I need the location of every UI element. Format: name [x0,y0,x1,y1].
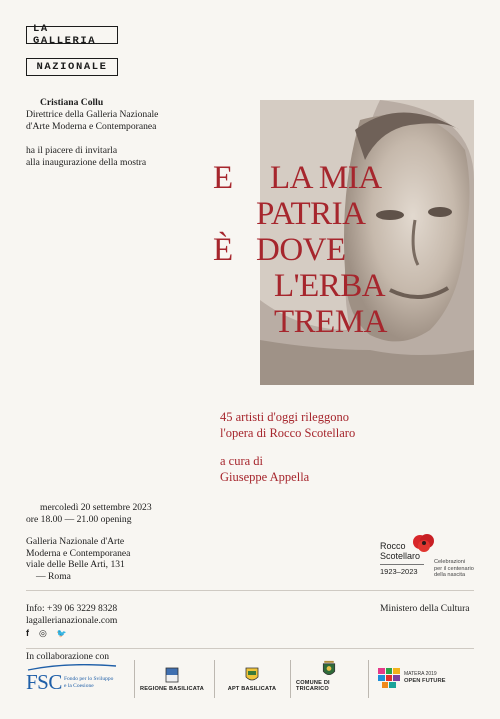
contact-info: Info: +39 06 3229 8328 lagallerianazionale.com [26,603,118,626]
regione-emblem-icon [165,667,179,683]
partner-separator [368,660,369,698]
facebook-icon[interactable]: f [26,628,29,638]
fsc-text: Fondo per lo Sviluppo e la Coesione [64,676,114,689]
ministry: Ministero della Cultura [380,603,470,614]
curator: a cura di Giuseppe Appella [220,454,310,484]
divider-top [26,590,474,591]
exhibition-subtitle: 45 artisti d'oggi rileggono l'opera di Rocco Scotellaro [220,410,356,440]
matera-text: MATERA 2019 OPEN FUTURE [404,671,446,684]
partner-fsc [26,664,118,696]
partner-separator [134,660,135,698]
partner-comune: COMUNE DI TRICARICO [296,659,362,692]
title-col1-line3: È [213,232,233,268]
host-name: Cristiana Collu [40,97,104,108]
logo-nazionale [26,58,118,76]
instagram-icon[interactable]: ◎ [39,628,47,638]
title-line1: LA MIA [270,160,382,196]
twitter-icon[interactable]: 🐦 [56,629,67,638]
partners-intro: In collaborazione con [26,651,110,662]
title-line2: PATRIA [256,196,366,232]
poppy-icon [412,533,436,553]
centenary-name1: Rocco [380,541,406,551]
partner-apt: APT BASILICATA [222,662,282,692]
title-col1-line1: E [213,160,233,196]
comune-crest-icon [321,659,337,678]
title-line4: L'ERBA [274,268,386,304]
event-venue: Galleria Nazionale d'Arte Moderna e Contemporanea viale delle Belle Arti, 131 — Roma [26,536,131,582]
partner-separator [290,660,291,698]
event-date: mercoledì 20 settembre 2023 [40,502,152,513]
partner-matera [378,664,458,692]
matera-blocks-icon [378,668,400,688]
partner-separator [214,660,215,698]
host-invite: ha il piacere di invitarla alla inaugurazione della mostra [26,145,147,168]
centenary-name2: Scotellaro [380,551,421,561]
apt-emblem-icon [245,667,259,683]
title-line5: TREMA [274,304,387,340]
logo-galleria [26,23,118,47]
event-time: ore 18.00 — 21.00 opening [26,514,132,525]
social-links[interactable] [26,623,73,641]
divider-bottom [26,648,474,649]
logo-line1: LA GALLERIA [33,23,97,47]
partner-regione: REGIONE BASILICATA [140,662,204,692]
centenary-desc: Celebrazioni per il centenario della nascita [434,559,474,579]
logo-line2: NAZIONALE [36,61,108,73]
title-line3: DOVE [256,232,346,268]
centenary-logo [380,537,474,579]
fsc-mark: FSC [26,670,62,694]
host-role: Direttrice della Galleria Nazionale d'Arte Moderna e Contemporanea [26,109,159,132]
centenary-years: 1923–2023 [380,564,424,576]
